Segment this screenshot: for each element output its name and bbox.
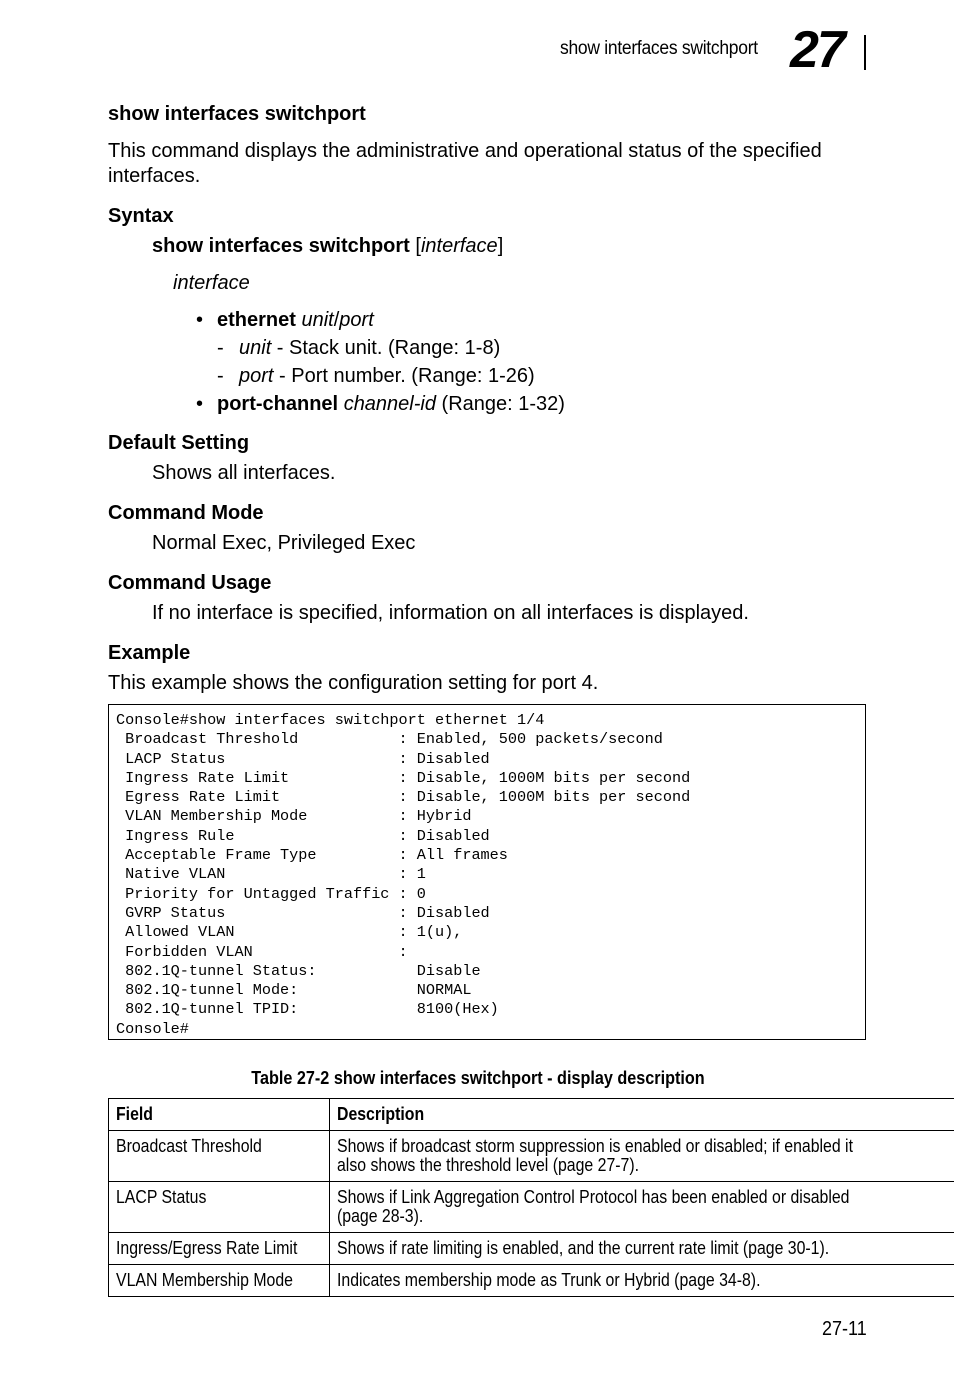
table-cell-description <box>330 1233 954 1265</box>
table-cell-description-text: Shows if Link Aggregation Control Protocol has been enabled or disabled (page 28-3). <box>337 1187 850 1226</box>
bullet-ethernet-slash: / <box>333 309 340 331</box>
table-cell-description <box>330 1131 954 1182</box>
table-cell-description-text: Shows if rate limiting is enabled, and the current rate limit (page 30-1). <box>337 1238 830 1258</box>
bullet-port-channel-keyword: port-channel <box>217 393 339 415</box>
table-header-field <box>109 1099 330 1131</box>
table-caption: Table 27-2 show interfaces switchport - display description <box>251 1068 705 1088</box>
table-cell-field <box>109 1182 330 1233</box>
table-cell-description <box>330 1182 954 1233</box>
sub-port-name: port <box>239 365 274 387</box>
code-example-box <box>108 704 866 1040</box>
syntax-param: interface <box>420 235 498 257</box>
table-row <box>109 1182 954 1233</box>
table-cell-field <box>109 1131 330 1182</box>
sub-unit-text: - Stack unit. (Range: 1-8) <box>271 337 501 359</box>
example-intro: This example shows the configuration setting for port 4. <box>108 672 599 694</box>
default-setting-heading: Default Setting <box>108 432 250 454</box>
example-heading: Example <box>108 642 191 664</box>
table-row <box>109 1131 954 1182</box>
param-label-text: interface <box>173 272 250 294</box>
command-usage-text: If no interface is specified, information on all interfaces is displayed. <box>152 602 749 624</box>
bullet-port-channel-arg: channel-id <box>343 393 436 415</box>
dash-port: - <box>217 365 224 387</box>
syntax-line <box>152 234 503 259</box>
table-cell-field <box>109 1265 330 1297</box>
page-number: 27-11 <box>822 1318 867 1340</box>
default-setting-text: Shows all interfaces. <box>152 462 336 484</box>
sub-port <box>239 364 535 389</box>
bullet-port-channel-text <box>217 392 565 417</box>
code-example: Console#show interfaces switchport ethernet 1/4 Broadcast Threshold : Enabled, 500 packets/second LACP Status : Disabled Ingress Rate Limit : Disable, 1000M bits per second Egress Rate Limit : Disable, 1000M bits per second VLAN Membership Mode : Hybrid Ingress Rule : Disabled Acceptable Frame Type : All frames Native VLAN : 1 Priority for Untagged Traffic : 0 GVRP Status : Disabled Allowed VLAN : 1(u), Forbidden VLAN : 802.1Q-tunnel Status: Disable 802.1Q-tunnel Mode: NORMAL 802.1Q-tunnel TPID: 8100(Hex) Console# <box>116 711 691 1038</box>
bullet-ethernet <box>196 308 203 333</box>
command-mode-text: Normal Exec, Privileged Exec <box>152 532 416 554</box>
table-row <box>109 1233 954 1265</box>
section-description: This command displays the administrative and operational status of the specified interfaces. <box>108 140 822 187</box>
syntax-heading: Syntax <box>108 205 174 227</box>
table-header-row <box>109 1099 954 1131</box>
table-header-field-text: Field <box>116 1104 153 1124</box>
command-mode-heading: Command Mode <box>108 502 264 524</box>
bullet-port-channel-range: (Range: 1-32) <box>435 393 565 415</box>
sub-unit-name: unit <box>239 337 272 359</box>
bullet-dot: • <box>196 393 204 415</box>
table-cell-field <box>109 1233 330 1265</box>
bullet-ethernet-text <box>217 308 374 333</box>
bullet-port-channel <box>196 392 203 417</box>
table-cell-description-text: Shows if broadcast storm suppression is enabled or disabled; if enabled it also shows the threshold level (page 27-7). <box>337 1136 854 1175</box>
chapter-number: 27 <box>790 21 844 79</box>
dash-unit: - <box>217 337 224 359</box>
bullet-ethernet-unit: unit <box>301 309 334 331</box>
syntax-command: show interfaces switchport <box>152 235 410 257</box>
param-label <box>173 271 250 296</box>
syntax-open-bracket: [ <box>409 235 421 257</box>
bullet-ethernet-port: port <box>339 309 374 331</box>
running-header-title: show interfaces switchport <box>560 38 758 59</box>
table-header-description <box>330 1099 954 1131</box>
table-header-description-text: Description <box>337 1104 425 1124</box>
table-cell-field-text: VLAN Membership Mode <box>116 1270 293 1290</box>
table-cell-field-text: LACP Status <box>116 1187 207 1207</box>
table-cell-description-text: Indicates membership mode as Trunk or Hybrid (page 34-8). <box>337 1270 761 1290</box>
table-cell-field-text: Ingress/Egress Rate Limit <box>116 1238 298 1258</box>
table-cell-field-text: Broadcast Threshold <box>116 1136 262 1156</box>
sub-port-text: - Port number. (Range: 1-26) <box>273 365 535 387</box>
table-cell-description <box>330 1265 954 1297</box>
command-usage-heading: Command Usage <box>108 572 272 594</box>
sub-unit <box>239 336 500 361</box>
section-title: show interfaces switchport <box>108 103 366 125</box>
table-row <box>109 1265 954 1297</box>
header-rule <box>864 35 866 70</box>
description-table <box>108 1098 954 1297</box>
syntax-close-bracket: ] <box>497 235 504 257</box>
bullet-ethernet-keyword: ethernet <box>217 309 296 331</box>
bullet-dot: • <box>196 309 204 331</box>
